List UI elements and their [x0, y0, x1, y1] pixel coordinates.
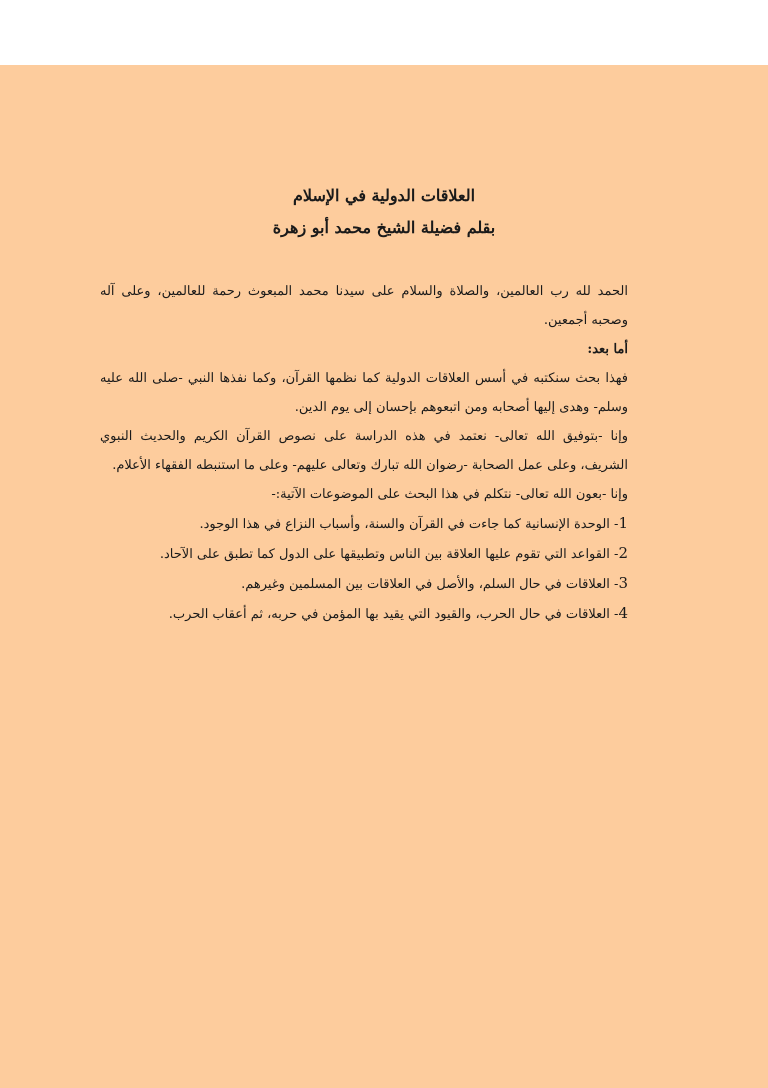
document-page [0, 65, 768, 1088]
topic-item [100, 599, 672, 629]
topic-number: 3 [618, 574, 628, 592]
topic-item [100, 539, 672, 569]
topic-number: 4 [618, 604, 628, 622]
topic-text: - العلاقات في حال السلم، والأصل في العلاقات بين المسلمين وغيرهم. [241, 577, 619, 592]
title-block [0, 185, 768, 239]
top-white-margin [0, 0, 768, 65]
opening-paragraph: الحمد لله رب العالمين، والصلاة والسلام على سيدنا محمد المبعوث رحمة للعالمين، وعلى آله وصحبه أجمعين. [100, 284, 628, 328]
section-heading: أما بعد: [587, 342, 628, 357]
paragraph-intro: فهذا بحث سنكتبه في أسس العلاقات الدولية كما نظمها القرآن، وكما نفذها النبي -صلى الله عليه وسلم- وهدى إليها أصحابه ومن اتبعوهم بإحسان إلى يوم الدين. [100, 371, 628, 415]
document-author: بقلم فضيلة الشيخ محمد أبو زهرة [272, 218, 496, 237]
topic-text: - العلاقات في حال الحرب، والقيود التي يقيد بها المؤمن في حربه، ثم أعقاب الحرب. [168, 607, 619, 622]
topic-number: 1 [618, 514, 628, 532]
document-title: العلاقات الدولية في الإسلام [292, 186, 476, 205]
topic-item [100, 569, 672, 599]
topic-text: - الوحدة الإنسانية كما جاءت في القرآن والسنة، وأسباب النزاع في هذا الوجود. [199, 517, 619, 532]
topic-text: - القواعد التي تقوم عليها العلاقة بين الناس وتطبيقها على الدول كما تطبق على الآحاد. [159, 547, 619, 562]
paragraph-topics-intro: وإنا -بعون الله تعالى- نتكلم في هذا البحث على الموضوعات الآتية:- [271, 487, 628, 502]
topic-item [100, 509, 672, 539]
document-body [100, 277, 672, 629]
topic-number: 2 [618, 544, 628, 562]
paragraph-method: وإنا -بتوفيق الله تعالى- نعتمد في هذه الدراسة على نصوص القرآن الكريم والحديث النبوي الشريف، وعلى عمل الصحابة -رضوان الله تبارك وتعالى عليهم- وعلى ما استنبطه الفقهاء الأعلام. [100, 429, 628, 473]
